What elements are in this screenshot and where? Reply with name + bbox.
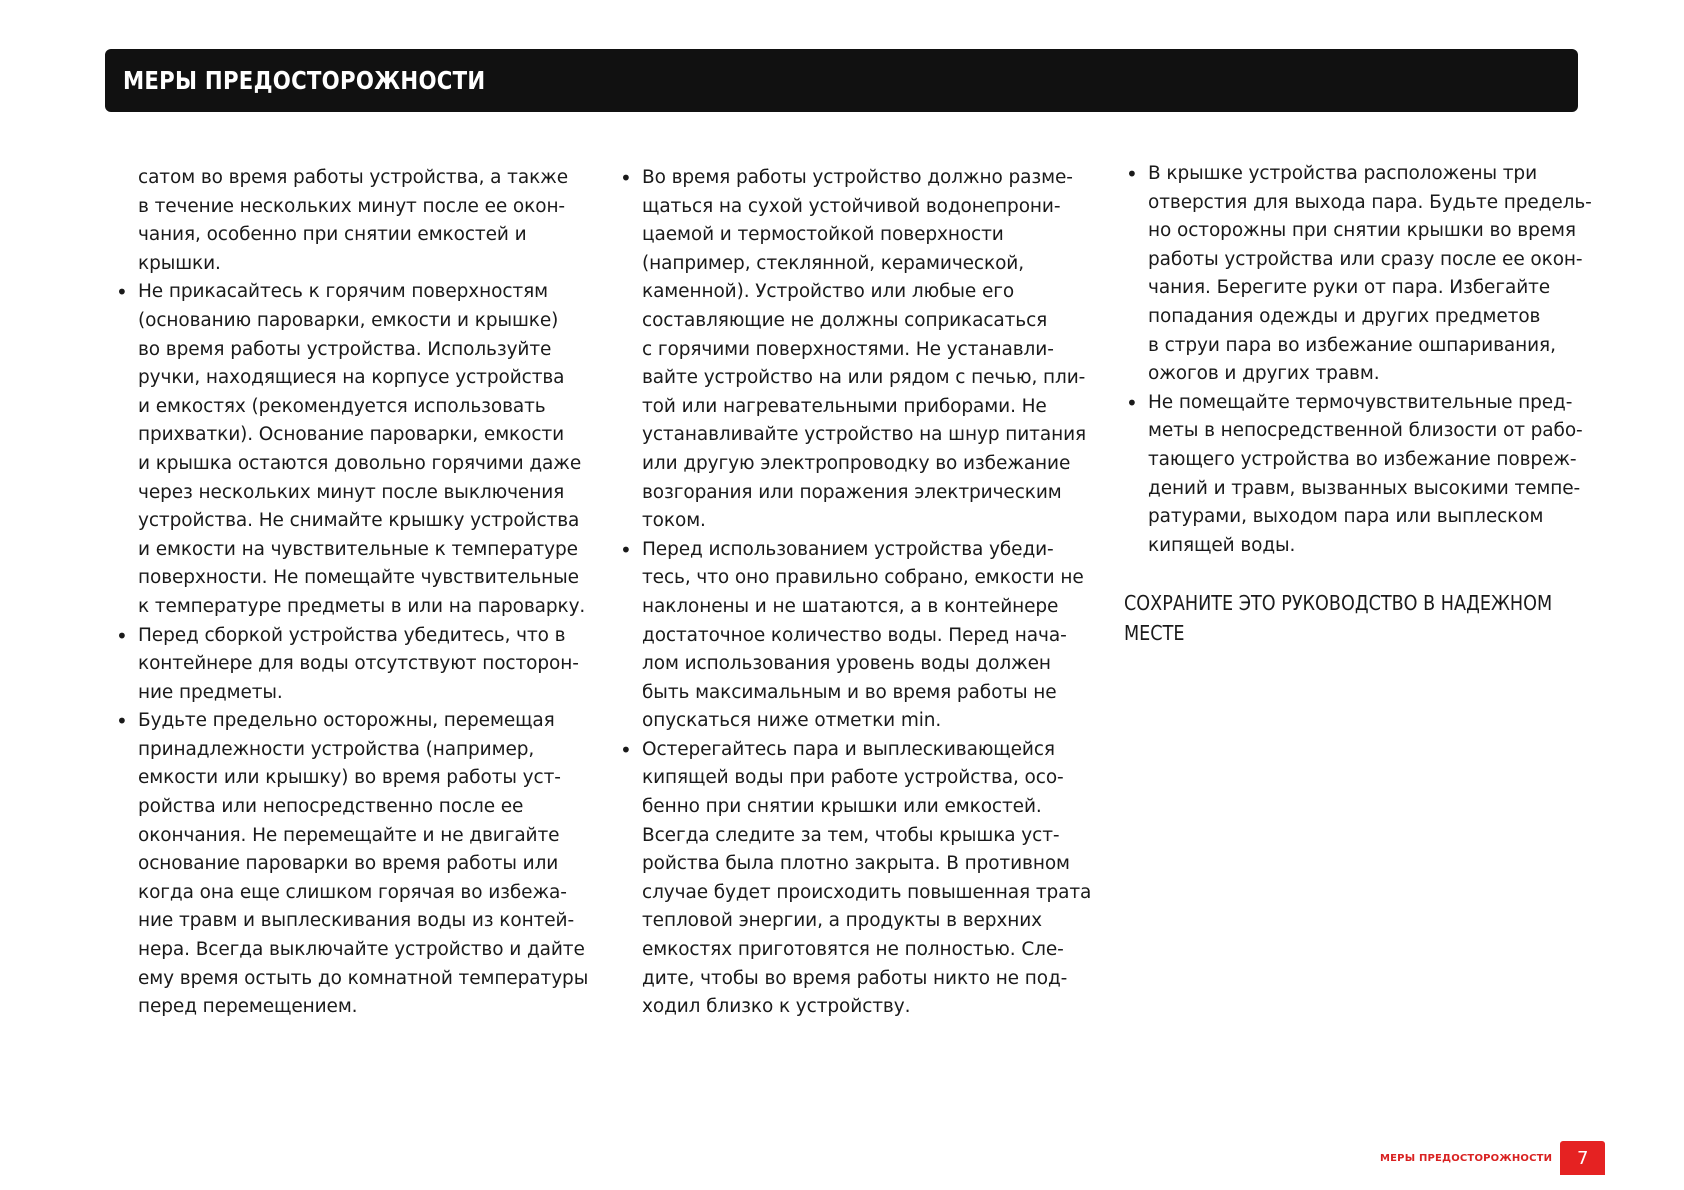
- page-footer: [1380, 1141, 1605, 1175]
- footer-section-label: МЕРЫ ПРЕДОСТОРОЖНОСТИ: [1380, 1152, 1553, 1164]
- text-line: ручки, находящиеся на корпусе устройства: [138, 367, 565, 389]
- text-line: тесь, что оно правильно собрано, емкости не: [642, 567, 1084, 589]
- page-number-badge: 7: [1560, 1141, 1605, 1175]
- text-line: бенно при снятии крышки или емкостей.: [642, 796, 1042, 818]
- text-line: через нескольких минут после выключения: [138, 481, 565, 503]
- text-line: Остерегайтесь пара и выплескивающейся: [642, 738, 1055, 760]
- text-line: кипящей воды.: [1148, 534, 1296, 556]
- text-line: ройства или непосредственно после ее: [138, 796, 524, 818]
- bullet-icon: •: [1126, 390, 1138, 415]
- text-line: ройства была плотно закрыта. В противном: [642, 853, 1070, 875]
- text-column-3: [1126, 160, 1592, 560]
- text-line: отверстия для выхода пара. Будьте предель-: [1148, 191, 1592, 213]
- text-line: когда она еще слишком горячая во избежа-: [138, 881, 567, 903]
- text-line: вайте устройство на или рядом с печью, пли-: [642, 367, 1086, 389]
- text-line: цаемой и термостойкой поверхности: [642, 224, 1004, 246]
- text-line: возгорания или поражения электрическим: [642, 481, 1062, 503]
- text-line: быть максимальным и во время работы не: [642, 681, 1057, 703]
- bullet-icon: •: [620, 737, 632, 762]
- text-line: перед перемещением.: [138, 996, 358, 1018]
- text-line: контейнере для воды отсутствуют посторон-: [138, 653, 579, 675]
- text-line: Не помещайте термочувствительные пред-: [1148, 391, 1573, 413]
- text-line: крышки.: [138, 252, 221, 274]
- text-line: ратурами, выходом пара или выплеском: [1148, 506, 1544, 528]
- bullet-item: [116, 278, 586, 621]
- text-line: Всегда следите за тем, чтобы крышка уст-: [642, 824, 1060, 846]
- text-line: (основанию пароварки, емкости и крышке): [138, 309, 559, 331]
- text-line: и емкостях (рекомендуется использовать: [138, 395, 546, 417]
- bullet-icon: •: [1126, 162, 1138, 186]
- intro-paragraph: [138, 164, 578, 278]
- page-title: МЕРЫ ПРЕДОСТОРОЖНОСТИ: [123, 66, 486, 95]
- text-line: в струи пара во избежание ошпаривания,: [1148, 334, 1556, 356]
- bullet-item: [1126, 160, 1592, 389]
- text-line: тепловой энергии, а продукты в верхних: [642, 910, 1043, 932]
- text-line: принадлежности устройства (например,: [138, 738, 535, 760]
- bullet-icon: •: [116, 709, 128, 734]
- text-line: случае будет происходить повышенная трата: [642, 881, 1092, 903]
- bullet-icon: •: [116, 280, 128, 305]
- text-line: нера. Всегда выключайте устройство и дайте: [138, 939, 585, 961]
- text-line: во время работы устройства. Используйте: [138, 338, 552, 360]
- text-line: и крышка остаются довольно горячими даже: [138, 452, 582, 474]
- text-line: меты в непосредственной близости от рабо-: [1148, 420, 1583, 442]
- text-line: дите, чтобы во время работы никто не под-: [642, 967, 1068, 989]
- text-line: окончания. Не перемещайте и не двигайте: [138, 824, 560, 846]
- text-line: работы устройства или сразу после ее окон-: [1148, 248, 1583, 270]
- note-line: МЕСТЕ: [1124, 621, 1185, 645]
- text-line: Перед использованием устройства убеди-: [642, 538, 1054, 560]
- text-line: каменной). Устройство или любые его: [642, 281, 1015, 303]
- text-column-1: [116, 164, 589, 1022]
- text-line: током.: [642, 510, 706, 532]
- text-line: лом использования уровень воды должен: [642, 653, 1051, 675]
- text-line: достаточное количество воды. Перед нача-: [642, 624, 1067, 646]
- text-line: Во время работы устройство должно разме-: [642, 167, 1073, 188]
- bullet-icon: •: [620, 537, 632, 562]
- text-line: опускаться ниже отметки min.: [642, 710, 942, 732]
- bullet-item: [116, 622, 579, 708]
- text-line: устройства. Не снимайте крышку устройства: [138, 510, 580, 532]
- text-line: тающего устройства во избежание повреж-: [1148, 448, 1577, 470]
- text-line: Не прикасайтесь к горячим поверхностям: [138, 281, 548, 303]
- text-line: ожогов и других травм.: [1148, 363, 1380, 385]
- bullet-icon: •: [116, 623, 128, 648]
- text-line: сатом во время работы устройства, а также: [138, 167, 568, 188]
- text-line: поверхности. Не помещайте чувствительные: [138, 567, 579, 589]
- text-line: ему время остыть до комнатной температуры: [138, 967, 589, 989]
- text-line: попадания одежды и других предметов: [1148, 305, 1541, 327]
- save-manual-note: [1124, 588, 1552, 648]
- text-line: или другую электропроводку во избежание: [642, 452, 1071, 474]
- text-line: емкости или крышку) во время работы уст-: [138, 767, 561, 789]
- text-line: с горячими поверхностями. Не устанавли-: [642, 338, 1054, 360]
- text-line: дений и травм, вызванных высокими темпе-: [1148, 477, 1581, 499]
- text-line: щаться на сухой устойчивой водонепрони-: [642, 195, 1061, 217]
- text-line: прихватки). Основание пароварки, емкости: [138, 424, 565, 446]
- text-line: и емкости на чувствительные к температуре: [138, 538, 578, 560]
- note-line: СОХРАНИТЕ ЭТО РУКОВОДСТВО В НАДЕЖНОМ: [1124, 591, 1553, 615]
- text-line: устанавливайте устройство на шнур питания: [642, 424, 1087, 446]
- text-column-2: [620, 164, 1092, 1022]
- bullet-item: [116, 707, 589, 1022]
- text-line: Будьте предельно осторожны, перемещая: [138, 710, 555, 732]
- text-line: к температуре предметы в или на пароварку.: [138, 595, 586, 617]
- bullet-item: [620, 536, 1084, 736]
- text-line: но осторожны при снятии крышки во время: [1148, 220, 1576, 242]
- text-line: В крышке устройства расположены три: [1148, 163, 1537, 184]
- text-line: основание пароварки во время работы или: [138, 853, 559, 875]
- text-line: той или нагревательными приборами. Не: [642, 395, 1047, 417]
- text-line: ние предметы.: [138, 681, 283, 703]
- text-line: чания. Берегите руки от пара. Избегайте: [1148, 277, 1551, 299]
- text-line: в течение нескольких минут после ее окон-: [138, 195, 566, 217]
- text-line: ние травм и выплескивания воды из контей-: [138, 910, 575, 932]
- text-line: Перед сборкой устройства убедитесь, что в: [138, 624, 566, 646]
- bullet-icon: •: [620, 166, 632, 190]
- text-line: чания, особенно при снятии емкостей и: [138, 224, 527, 246]
- text-line: наклонены и не шатаются, а в контейнере: [642, 595, 1059, 617]
- text-line: емкостях приготовятся не полностью. Сле-: [642, 939, 1064, 961]
- text-line: (например, стеклянной, керамической,: [642, 252, 1025, 274]
- text-line: составляющие не должны соприкасаться: [642, 309, 1048, 331]
- bullet-item: [1126, 389, 1588, 561]
- text-line: ходил близко к устройству.: [642, 996, 911, 1018]
- bullet-item: [620, 736, 1092, 1022]
- section-header-bar: [105, 49, 1578, 112]
- text-line: кипящей воды при работе устройства, осо-: [642, 767, 1064, 789]
- bullet-item: [620, 164, 1087, 536]
